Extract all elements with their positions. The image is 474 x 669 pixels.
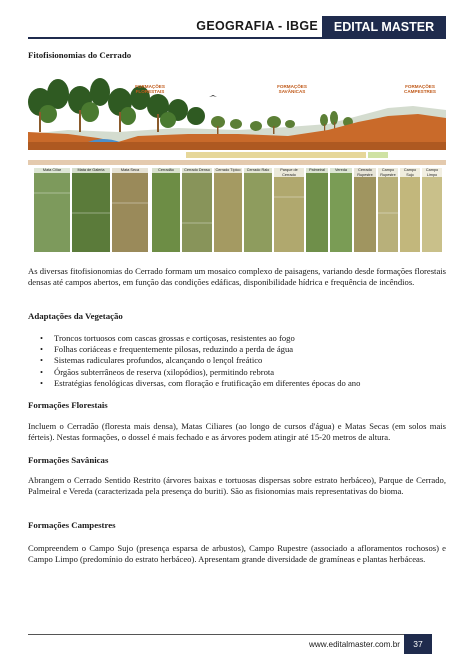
header-brand: EDITAL MASTER [322,16,446,38]
type-label: Cerrado Típico [215,168,241,172]
header-divider [28,37,446,39]
adaptations-title: Adaptações da Vegetação [28,311,123,321]
footer-divider [28,634,404,635]
type-label: Campo Sujo [400,168,420,177]
list-item: • Folhas coriáceas e frequentemente pilosas, reduzindo a perda de água [54,344,446,355]
type-label: Mata Ciliar [34,168,70,173]
type-label: Palmeiral [306,168,328,173]
group-label-florestais: FORMAÇÕES FLORESTAIS [135,84,165,94]
group-label-campestres: FORMAÇÕES CAMPESTRES [404,84,436,94]
grassland-paragraph: Compreendem o Campo Sujo (presença esparsa de arbustos), Campo Rupestre (associado a afloramentos rochosos) e Campo Limpo (predomínio do estrato herbáceo). Apresentam grande diversidade de gramíneas e plantas herbáceas. [28,543,446,565]
type-label: Vereda [330,168,352,173]
type-label: Cerrado Rupestre [354,168,376,177]
type-label: Mata de Galeria [72,168,110,173]
header-subject: GEOGRAFIA - IBGE [196,19,318,33]
savanna-title: Formações Savânicas [28,455,109,465]
adaptations-list [28,333,446,389]
list-item: • Sistemas radiculares profundos, alcançando o lençol freático [54,355,446,366]
forest-paragraph: Incluem o Cerradão (floresta mais densa), Matas Ciliares (ao longo de cursos d'água) e Matas Secas (em solos mais férteis). Nestas formações, o dossel é mais fechado e as árvores podem atingir até 15-20 metros de altura. [28,421,446,443]
forest-title: Formações Florestais [28,400,108,410]
page-number: 37 [404,634,432,654]
savanna-paragraph: Abrangem o Cerrado Sentido Restrito (árvores baixas e tortuosas dispersas sobre estrato herbáceo), Parque de Cerrado, Palmeiral e Vereda (caracterizada pela presença do buriti). São as fisionomias mais representativas do bioma. [28,475,446,497]
type-label: Parque de Cerrado [274,168,304,177]
type-label: Campo Rupestre [378,168,398,177]
type-label: Cerrado Ralo [244,168,272,173]
list-item: • Estratégias fenológicas diversas, com floração e frutificação em diferentes épocas do ano [54,378,446,389]
intro-paragraph: As diversas fitofisionomias do Cerrado formam um mosaico complexo de paisagens, variando desde formações florestais densas até campos abertos, em função das condições edáficas, disponibilidade hídrica e frequência de incêndios. [28,266,446,288]
footer-url: www.editalmaster.com.br [308,640,400,649]
section-title: Fitofisionomias do Cerrado [28,50,132,60]
grassland-title: Formações Campestres [28,520,116,530]
page-header [0,16,474,38]
cerrado-profile-figure [28,72,446,256]
group-label-savanicas: FORMAÇÕES SAVÂNICAS [277,84,307,94]
type-label: Cerradão [152,168,180,173]
list-item: • Órgãos subterrâneos de reserva (xilopódios), permitindo rebrota [54,367,446,378]
list-item: • Troncos tortuosos com cascas grossas e cortiçosas, resistentes ao fogo [54,333,446,344]
type-label: Cerrado Denso [182,168,212,173]
type-label: Mata Seca [112,168,148,173]
cerrado-profile-illustration [28,72,446,256]
type-label: Campo Limpo [422,168,442,177]
